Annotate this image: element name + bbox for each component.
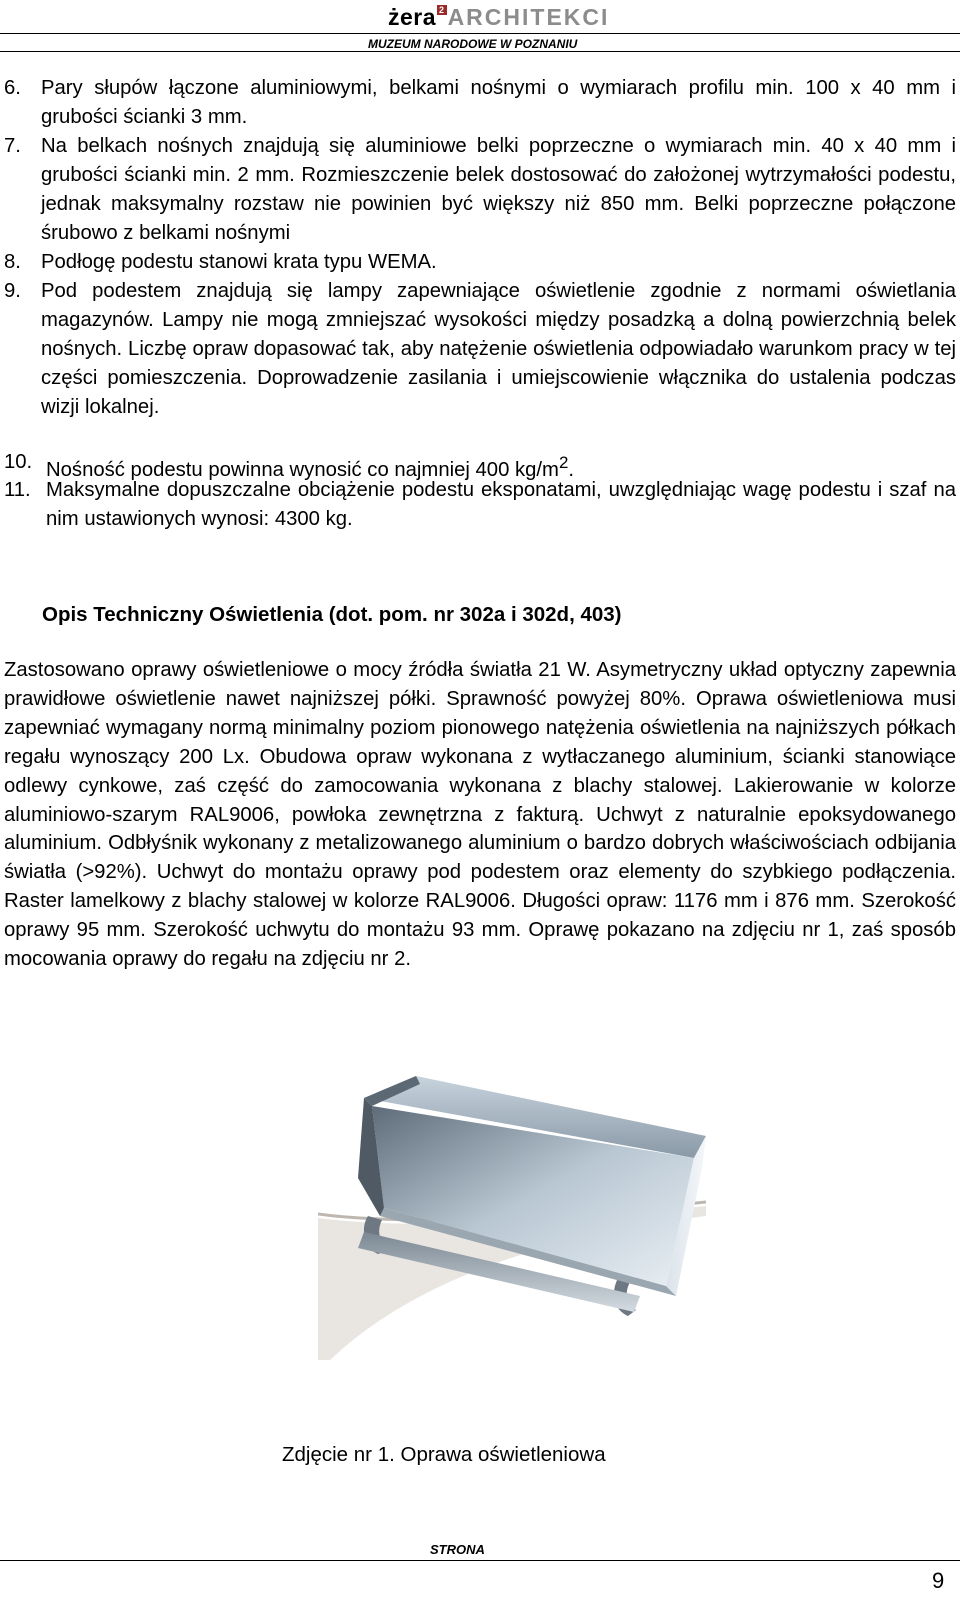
- list-item-text: Pary słupów łączone aluminiowymi, belkami nośnymi o wymiarach profilu min. 100 x 40 mm i grubości ścianki 3 mm.: [41, 77, 956, 128]
- list-item-number: 10.: [4, 451, 33, 473]
- header-rule-bottom: [0, 51, 960, 52]
- list-item-number: 9.: [4, 280, 21, 302]
- page-header: [0, 0, 960, 52]
- museum-name: MUZEUM NARODOWE W POZNANIU: [368, 37, 578, 51]
- logo-zera: żera: [388, 4, 437, 30]
- list-item-number: 7.: [4, 135, 21, 157]
- lamp-illustration: [318, 1058, 706, 1360]
- footer-rule: [0, 1560, 960, 1561]
- section-heading: Opis Techniczny Oświetlenia (dot. pom. nr 302a i 302d, 403): [42, 603, 622, 626]
- header-rule-top: [0, 33, 960, 34]
- list-item-8: [4, 248, 956, 277]
- list-item-7: [4, 132, 956, 248]
- list-item-text-end: .: [568, 458, 574, 481]
- list-item-text: Podłogę podestu stanowi krata typu WEMA.: [41, 251, 437, 273]
- list-item-number: 8.: [4, 251, 21, 273]
- list-item-9: [4, 277, 956, 422]
- list-item-11: [4, 476, 956, 534]
- lighting-fixture-photo: [318, 1058, 706, 1360]
- section-paragraph: Zastosowano oprawy oświetleniowe o mocy źródła światła 21 W. Asymetryczny układ optyczny zapewnia prawidłowe oświetlenie nawet najniższej półki. Sprawność powyżej 80%. Oprawa oświetleniowa musi zapewniać wymagany normą minimalny poziom pionowego natężenia oświetlenia na najniższych półkach regału wynoszący 200 Lx. Obudowa opraw wykonana z wytłaczanego aluminium, ścianki stanowiące odlewy cynkowe, zaś część do zamocowania wykonana z blachy stalowej. Lakierowanie w kolorze aluminiowo-szarym RAL9006, powłoka zewnętrzna z fakturą. Uchwyt z naturalnie epoksydowanego aluminium. Odbłyśnik wykonany z metalizowanego aluminium o bardzo dobrych właściwościach odbijania światła (>92%). Uchwyt do montażu oprawy pod podestem oraz elementy do szybkiego podłączenia. Raster lamelkowy z blachy stalowej w kolorze RAL9006. Długości opraw: 1176 mm i 876 mm. Szerokość oprawy 95 mm. Szerokość uchwytu do montażu 93 mm. Oprawę pokazano na zdjęciu nr 1, zaś sposób mocowania oprawy do regału na zdjęciu nr 2.: [4, 659, 956, 971]
- list-item-text: Pod podestem znajdują się lampy zapewniające oświetlenie zgodnie z normami oświetlania magazynów. Lampy nie mogą zmniejszać wysokości między posadzką a dolną powierzchnią belek nośnych. Liczbę opraw dopasować tak, aby natężenie oświetlenia odpowiadało warunkom pracy w tej części pomieszczenia. Doprowadzenie zasilania i umiejscowienie włącznika do ustalenia podczas wizji lokalnej.: [41, 280, 956, 418]
- logo-architekci: ARCHITEKCI: [447, 4, 610, 30]
- list-item-text-main: Nośność podestu powinna wynosić co najmniej 400 kg/m: [46, 458, 559, 481]
- list-item-text: Maksymalne dopuszczalne obciążenie podestu eksponatami, uwzględniając wagę podestu i szaf na nim ustawionych wynosi: 4300 kg.: [46, 479, 956, 530]
- logo-superscript: 2: [439, 5, 445, 15]
- superscript-2: 2: [558, 453, 569, 472]
- figure-caption: Zdjęcie nr 1. Oprawa oświetleniowa: [282, 1443, 606, 1466]
- list-item-6: [4, 74, 956, 132]
- publisher-logo: [388, 4, 609, 30]
- list-item-number: 11.: [4, 479, 31, 501]
- list-item-text: Na belkach nośnych znajdują się aluminiowe belki poprzeczne o wymiarach min. 40 x 40 mm i grubości ścianki min. 2 mm. Rozmieszczenie belek dostosować do założonej wytrzymałości podestu, jednak maksymalny rozstaw nie powinien być większy niż 850 mm. Belki poprzeczne połączone śrubowo z belkami nośnymi: [41, 135, 956, 244]
- footer-label: STRONA: [430, 1542, 485, 1557]
- list-item-number: 6.: [4, 77, 21, 99]
- page-number: 9: [932, 1568, 945, 1593]
